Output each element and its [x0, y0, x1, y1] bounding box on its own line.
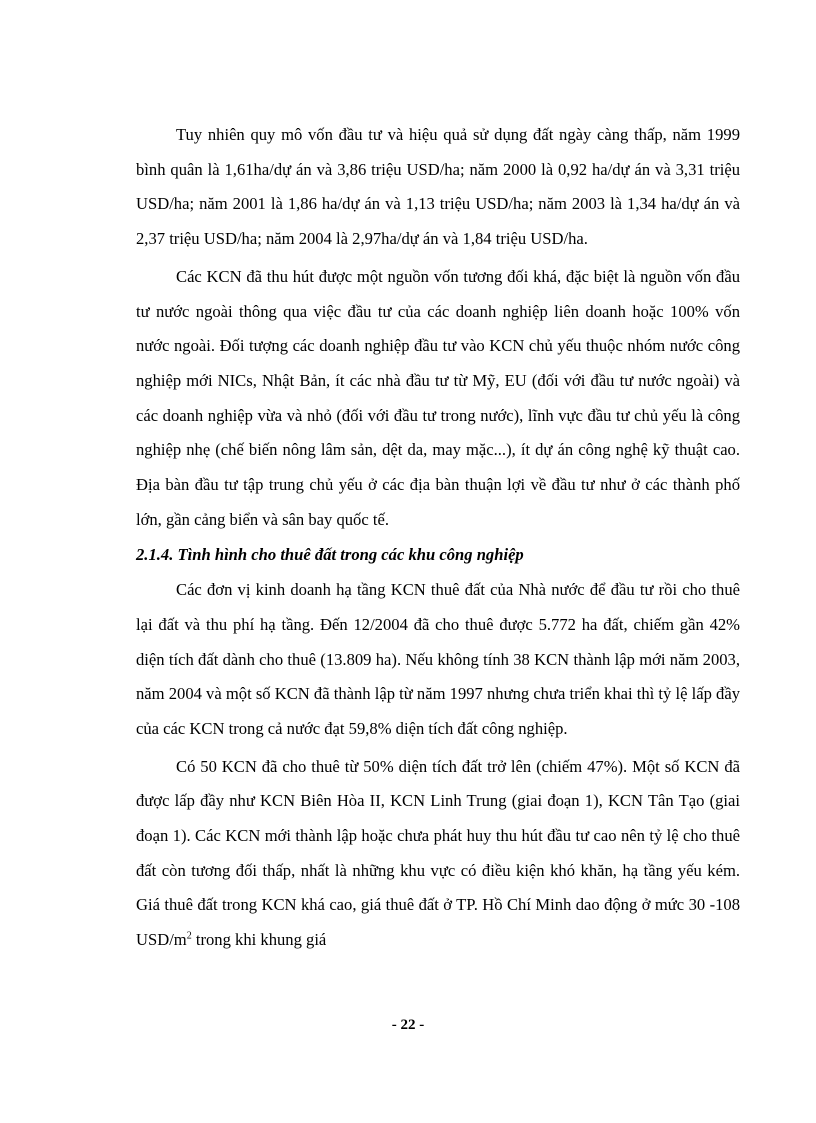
- superscript-squared: 2: [186, 930, 192, 942]
- paragraph-investment-sources: Các KCN đã thu hút được một nguồn vốn tương đối khá, đặc biệt là nguồn vốn đầu tư nước ngoài thông qua việc đầu tư của các doanh nghiệp liên doanh hoặc 100% vốn nước ngoài. Đối tượng các doanh nghiệp đầu tư vào KCN chủ yếu thuộc nhóm nước công nghiệp mới NICs, Nhật Bản, ít các nhà đầu tư từ Mỹ, EU (đối với đầu tư nước ngoài) và các doanh nghiệp vừa và nhỏ (đối với đầu tư trong nước), lĩnh vực đầu tư chủ yếu là công nghiệp nhẹ (chế biến nông lâm sản, dệt da, may mặc...), ít dự án công nghệ kỹ thuật cao. Địa bàn đầu tư tập trung chủ yếu ở các địa bàn thuận lợi về đầu tư như ở các thành phố lớn, gần cảng biển và sân bay quốc tế.: [136, 266, 740, 529]
- page-number: - 22 -: [391, 1017, 425, 1033]
- document-body: [136, 118, 740, 958]
- paragraph-lease-rates: [136, 750, 740, 958]
- paragraph-land-lease-status: Các đơn vị kinh doanh hạ tầng KCN thuê đất của Nhà nước để đầu tư rồi cho thuê lại đất và thu phí hạ tầng. Đến 12/2004 đã cho thuê được 5.772 ha đất, chiếm gần 42% diện tích đất dành cho thuê (13.809 ha). Nếu không tính 38 KCN thành lập mới năm 2003, năm 2004 và một số KCN đã thành lập từ năm 1997 nhưng chưa triển khai thì tỷ lệ lấp đầy của các KCN trong cả nước đạt 59,8% diện tích đất công nghiệp.: [136, 580, 740, 738]
- lease-rates-tail: trong khi khung giá: [191, 930, 327, 950]
- section-heading: 2.1.4. Tình hình cho thuê đất trong các khu công nghiệp: [136, 545, 524, 565]
- paragraph-land-use-efficiency: Tuy nhiên quy mô vốn đầu tư và hiệu quả sử dụng đất ngày càng thấp, năm 1999 bình quân là 1,61ha/dự án và 3,86 triệu USD/ha; năm 2000 là 0,92 ha/dự án và 3,31 triệu USD/ha; năm 2001 là 1,86 ha/dự án và 1,13 triệu USD/ha; năm 2003 là 1,34 ha/dự án và 2,37 triệu USD/ha; năm 2004 là 2,97ha/dự án và 1,84 triệu USD/ha.: [136, 125, 740, 249]
- lease-rates-text: Có 50 KCN đã cho thuê từ 50% diện tích đất trở lên (chiếm 47%). Một số KCN đã được lấp đầy như KCN Biên Hòa II, KCN Linh Trung (giai đoạn 1), KCN Tân Tạo (giai đoạn 1). Các KCN mới thành lập hoặc chưa phát huy thu hút đầu tư cao nên tỷ lệ cho thuê đất còn tương đối thấp, nhất là những khu vực có điều kiện khó khăn, hạ tầng yếu kém. Giá thuê đất trong KCN khá cao, giá thuê đất ở TP. Hồ Chí Minh dao động ở mức 30 -108 USD/m: [136, 756, 740, 950]
